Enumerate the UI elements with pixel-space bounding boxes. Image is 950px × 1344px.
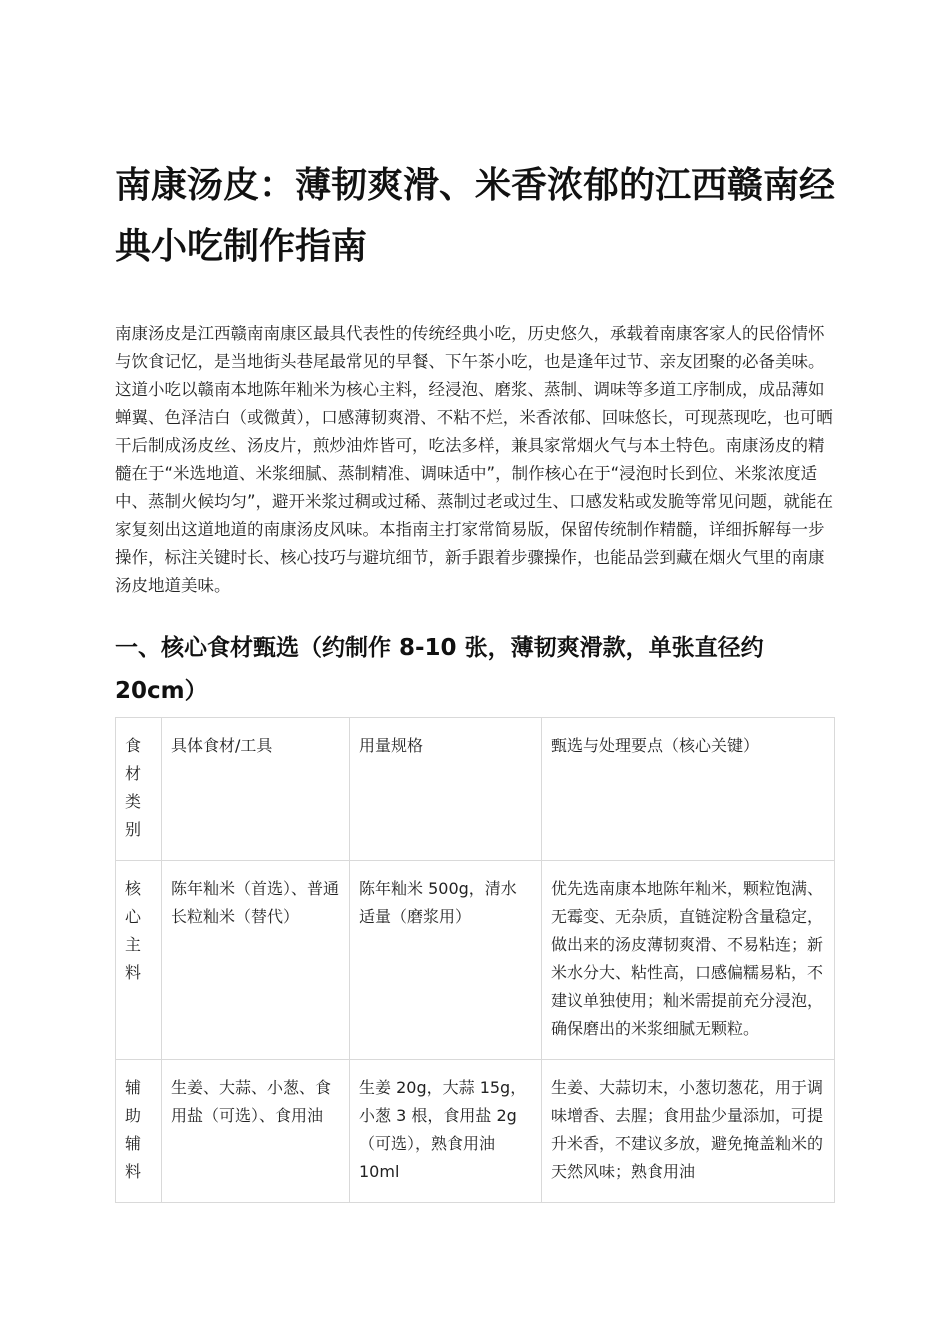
cell-items: 生姜、大蒜、小葱、食用盐（可选）、食用油 [162,1060,350,1203]
cell-amount: 陈年籼米 500g，清水适量（磨浆用） [350,861,542,1060]
header-cell-amount: 用量规格 [350,718,542,861]
cell-category: 辅助辅料 [116,1060,162,1203]
section-heading-ingredients: 一、核心食材甄选（约制作 8-10 张，薄韧爽滑款，单张直径约 20cm） [115,635,764,704]
cell-items: 陈年籼米（首选）、普通长粒籼米（替代） [162,861,350,1060]
header-cell-notes: 甄选与处理要点（核心关键） [542,718,835,861]
cell-notes: 生姜、大蒜切末，小葱切葱花，用于调味增香、去腥；食用盐少量添加，可提升米香，不建议多放，避免掩盖籼米的天然风味；熟食用油 [542,1060,835,1203]
cell-notes: 优先选南康本地陈年籼米，颗粒饱满、无霉变、无杂质，直链淀粉含量稳定，做出来的汤皮薄韧爽滑、不易粘连；新米水分大、粘性高，口感偏糯易粘，不建议单独使用；籼米需提前充分浸泡，确保磨出的米浆细腻无颗粒。 [542,861,835,1060]
table-header-row [116,718,835,861]
table-row [116,861,835,1060]
ingredients-table [115,717,835,1203]
intro-paragraph: 南康汤皮是江西赣南南康区最具代表性的传统经典小吃，历史悠久，承载着南康客家人的民俗情怀与饮食记忆，是当地街头巷尾最常见的早餐、下午茶小吃，也是逢年过节、亲友团聚的必备美味。这道小吃以赣南本地陈年籼米为核心主料，经浸泡、磨浆、蒸制、调味等多道工序制成，成品薄如蝉翼、色泽洁白（或微黄），口感薄韧爽滑、不粘不烂，米香浓郁、回味悠长，可现蒸现吃，也可晒干后制成汤皮丝、汤皮片，煎炒油炸皆可，吃法多样，兼具家常烟火气与本土特色。南康汤皮的精髓在于“米选地道、米浆细腻、蒸制精准、调味适中”，制作核心在于“浸泡时长到位、米浆浓度适中、蒸制火候均匀”，避开米浆过稠或过稀、蒸制过老或过生、口感发粘或发脆等常见问题，就能在家复刻出这道地道的南康汤皮风味。本指南主打家常简易版，保留传统制作精髓，详细拆解每一步操作，标注关键时长、核心技巧与避坑细节，新手跟着步骤操作，也能品尝到藏在烟火气里的南康汤皮地道美味。 [115,324,834,595]
cell-category: 核心主料 [116,861,162,1060]
cell-amount: 生姜 20g，大蒜 15g，小葱 3 根，食用盐 2g（可选），熟食用油 10ml [350,1060,542,1203]
header-cell-items: 具体食材/工具 [162,718,350,861]
page-title: 南康汤皮：薄韧爽滑、米香浓郁的江西赣南经典小吃制作指南 [115,165,836,267]
header-cell-category: 食材类别 [116,718,162,861]
table-row [116,1060,835,1203]
